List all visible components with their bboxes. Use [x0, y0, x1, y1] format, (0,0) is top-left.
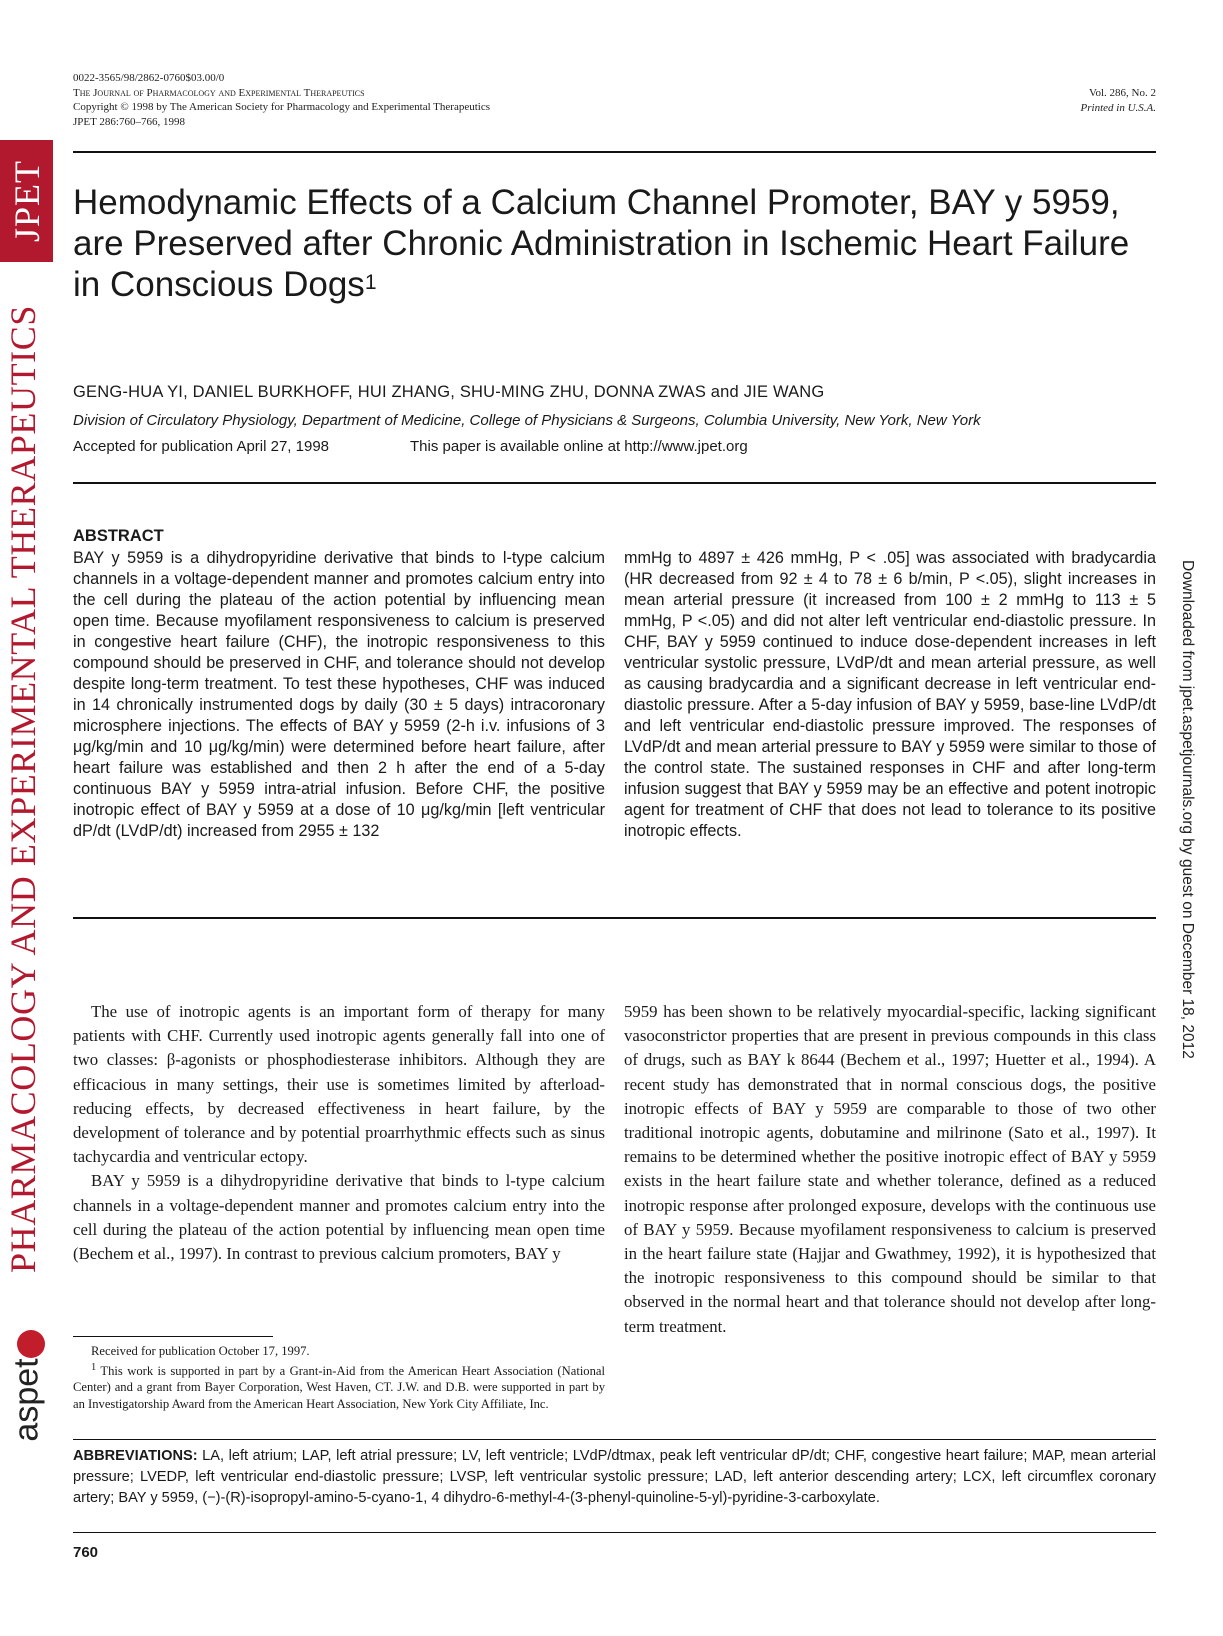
download-note-text: Downloaded from jpet.aspetjournals.org by guest on December 18, 2012 [1179, 560, 1196, 1059]
journal-name: The Journal of Pharmacology and Experimental Therapeutics [73, 86, 365, 99]
article-title-text: Hemodynamic Effects of a Calcium Channel Promoter, BAY y 5959, are Preserved after Chronic Administration in Ischemic Heart Failure in Conscious Dogs [73, 183, 1130, 304]
body-right-column [624, 1000, 1156, 1339]
body-paragraph: BAY y 5959 is a dihydropyridine derivative that binds to l-type calcium channels in a voltage-dependent manner and promotes calcium entry into the cell during the plateau of the action potential by influencing mean open time (Bechem et al., 1997). In contrast to previous calcium promoters, BAY y [73, 1171, 605, 1264]
accepted-date: Accepted for publication April 27, 1998 [73, 438, 330, 455]
footnote-rule [73, 1336, 273, 1337]
abbreviations-label: ABBREVIATIONS: [73, 1448, 198, 1464]
abstract-left-column [73, 548, 605, 842]
article-code: 0022-3565/98/2862-0760$03.00/0 [73, 72, 225, 84]
abstract-right-column [624, 548, 1156, 842]
abstract-left-text: BAY y 5959 is a dihydropyridine derivative that binds to l-type calcium channels in a voltage-dependent manner and promotes calcium entry into the cell during the plateau of the action potential by influencing mean open time. Because myofilament responsiveness to calcium is preserved in congestive heart failure (CHF), the inotropic responsiveness to this compound should be preserved in CHF, and tolerance should not develop despite long-term treatment. To test these hypotheses, CHF was induced in 14 chronically instrumented dogs by daily (30 ± 5 days) intracoronary microsphere injections. The effects of BAY y 5959 (2-h i.v. infusions of 3 μg/kg/min and 10 μg/kg/min) were determined before heart failure, after heart failure was established and then 2 h after the end of a 5-day continuous BAY y 5959 intra-atrial infusion. Before CHF, the positive inotropic effect of BAY y 5959 at a dose of 10 μg/kg/min [left ventricular dP/dt (LVdP/dt) increased from 2955 ± 132 [73, 549, 605, 840]
jpet-tab-label: JPET [6, 159, 47, 243]
header-meta-left [73, 71, 490, 129]
aspet-logo [4, 1330, 50, 1440]
jpet-tab [0, 140, 53, 262]
support-footnote-mark: 1 [91, 1361, 97, 1373]
header-rule [73, 151, 1156, 153]
abbreviations [73, 1446, 1156, 1509]
abstract-right-text: mmHg to 4897 ± 426 mmHg, P < .05] was associated with bradycardia (HR decreased from 92 ± 4 to 78 ± 6 b/min, P <.05), slight increases in mean arterial pressure (it increased from 100 ± 2 mmHg to 113 ± 5 mmHg, P <.05) and did not alter left ventricular end-diastolic pressure. In CHF, BAY y 5959 continued to induce dose-dependent increases in left ventricular systolic pressure, LVdP/dt and mean arterial pressure, as well as causing bradycardia and a significant decrease in left ventricular end-diastolic pressure. After a 5-day infusion of BAY y 5959, base-line LVdP/dt and left ventricular end-diastolic pressure improved. The responses of LVdP/dt and mean arterial pressure to BAY y 5959 were similar to those of the control state. The sustained responses in CHF and after long-term infusion suggest that BAY y 5959 may be an effective and potent inotropic agent for treatment of CHF that does not lead to tolerance to its positive inotropic effects. [624, 549, 1156, 840]
received-note: Received for publication October 17, 1997. [91, 1344, 310, 1358]
online-availability: This paper is available online at http://www.jpet.org [410, 438, 748, 455]
abbreviations-text: LA, left atrium; LAP, left atrial pressure; LV, left ventricle; LVdP/dtmax, peak left ventricular dP/dt; CHF, congestive heart failure; MAP, mean arterial pressure; LVEDP, left ventricular end-diastolic pressure; LVSP, left ventricular systolic pressure; LAD, left anterior descending artery; LCX, left circumflex coronary artery; BAY y 5959, (−)-(R)-isopropyl-amino-5-cyano-1, 4 dihydro-6-methyl-4-(3-phenyl-quinoline-5-yl)-pyridine-3-carboxylate. [73, 1448, 1156, 1506]
aspet-logo-text: aspet [7, 1358, 46, 1442]
article-title [73, 182, 1156, 305]
header-meta-right [940, 86, 1156, 115]
body-paragraph: 5959 has been shown to be relatively myocardial-specific, lacking significant vasoconstrictor properties that are present in previous compounds in this class of drugs, such as BAY k 8644 (Bechem et al., 1997; Huetter et al., 1994). A recent study has demonstrated that in normal conscious dogs, the positive inotropic effects of BAY y 5959 are comparable to those of two other traditional inotropic agents, dobutamine and milrinone (Sato et al., 1997). It remains to be determined whether the positive inotropic effect of BAY y 5959 exists in the heart failure state and whether tolerance, defined as a reduced inotropic response after prolonged exposure, develops with the continuous use of BAY y 5959. Because myofilament responsiveness to calcium is preserved in the heart failure state (Hajjar and Gwathmey, 1992), it is hypothesized that the inotropic responsiveness to this compound should be similar to that observed in the normal heart and that tolerance should not develop after long-term treatment. [624, 1002, 1156, 1336]
page-number: 760 [73, 1544, 99, 1561]
abstract-bottom-rule [73, 917, 1156, 919]
citation: JPET 286:760–766, 1998 [73, 115, 185, 128]
abstract-top-rule [73, 482, 1156, 484]
abbreviations-top-rule [73, 1439, 1156, 1440]
volume: Vol. 286, No. 2 [1088, 87, 1156, 99]
copyright: Copyright © 1998 by The American Society for Pharmacology and Experimental Therapeutics [73, 101, 490, 113]
footnotes [73, 1343, 605, 1412]
journal-vertical-text: PHARMACOLOGY AND EXPERIMENTAL THERAPEUTICS [3, 304, 43, 1274]
printed-in: Printed in U.S.A. [1080, 101, 1156, 114]
abstract-heading: ABSTRACT [73, 527, 164, 545]
title-footnote-mark: 1 [364, 271, 377, 294]
abbreviations-bottom-rule [73, 1532, 1156, 1533]
authors: GENG-HUA YI, DANIEL BURKHOFF, HUI ZHANG, SHU-MING ZHU, DONNA ZWAS and JIE WANG [73, 383, 825, 401]
support-note [73, 1360, 605, 1413]
body-left-column [73, 1000, 605, 1266]
affiliation: Division of Circulatory Physiology, Department of Medicine, College of Physicians & Surgeons, Columbia University, New York, New York [73, 412, 981, 429]
support-note-text: This work is supported in part by a Grant-in-Aid from the American Heart Association (National Center) and a grant from Bayer Corporation, West Haven, CT. J.W. and D.B. were supported in part by an Investigatorship Award from the American Heart Association, New York City Affiliate, Inc. [73, 1363, 605, 1411]
body-paragraph: The use of inotropic agents is an important form of therapy for many patients with CHF. Currently used inotropic agents generally fall into one of two classes: β-agonists or phosphodiesterase inhibitors. Although they are efficacious in many settings, their use is sometimes limited by afterload-reducing effects, by decreased effectiveness in heart failure, by the development of tolerance and by potential proarrhythmic effects such as sinus tachycardia and ventricular ectopy. [73, 1002, 605, 1167]
aspet-logo-mark [17, 1330, 45, 1358]
